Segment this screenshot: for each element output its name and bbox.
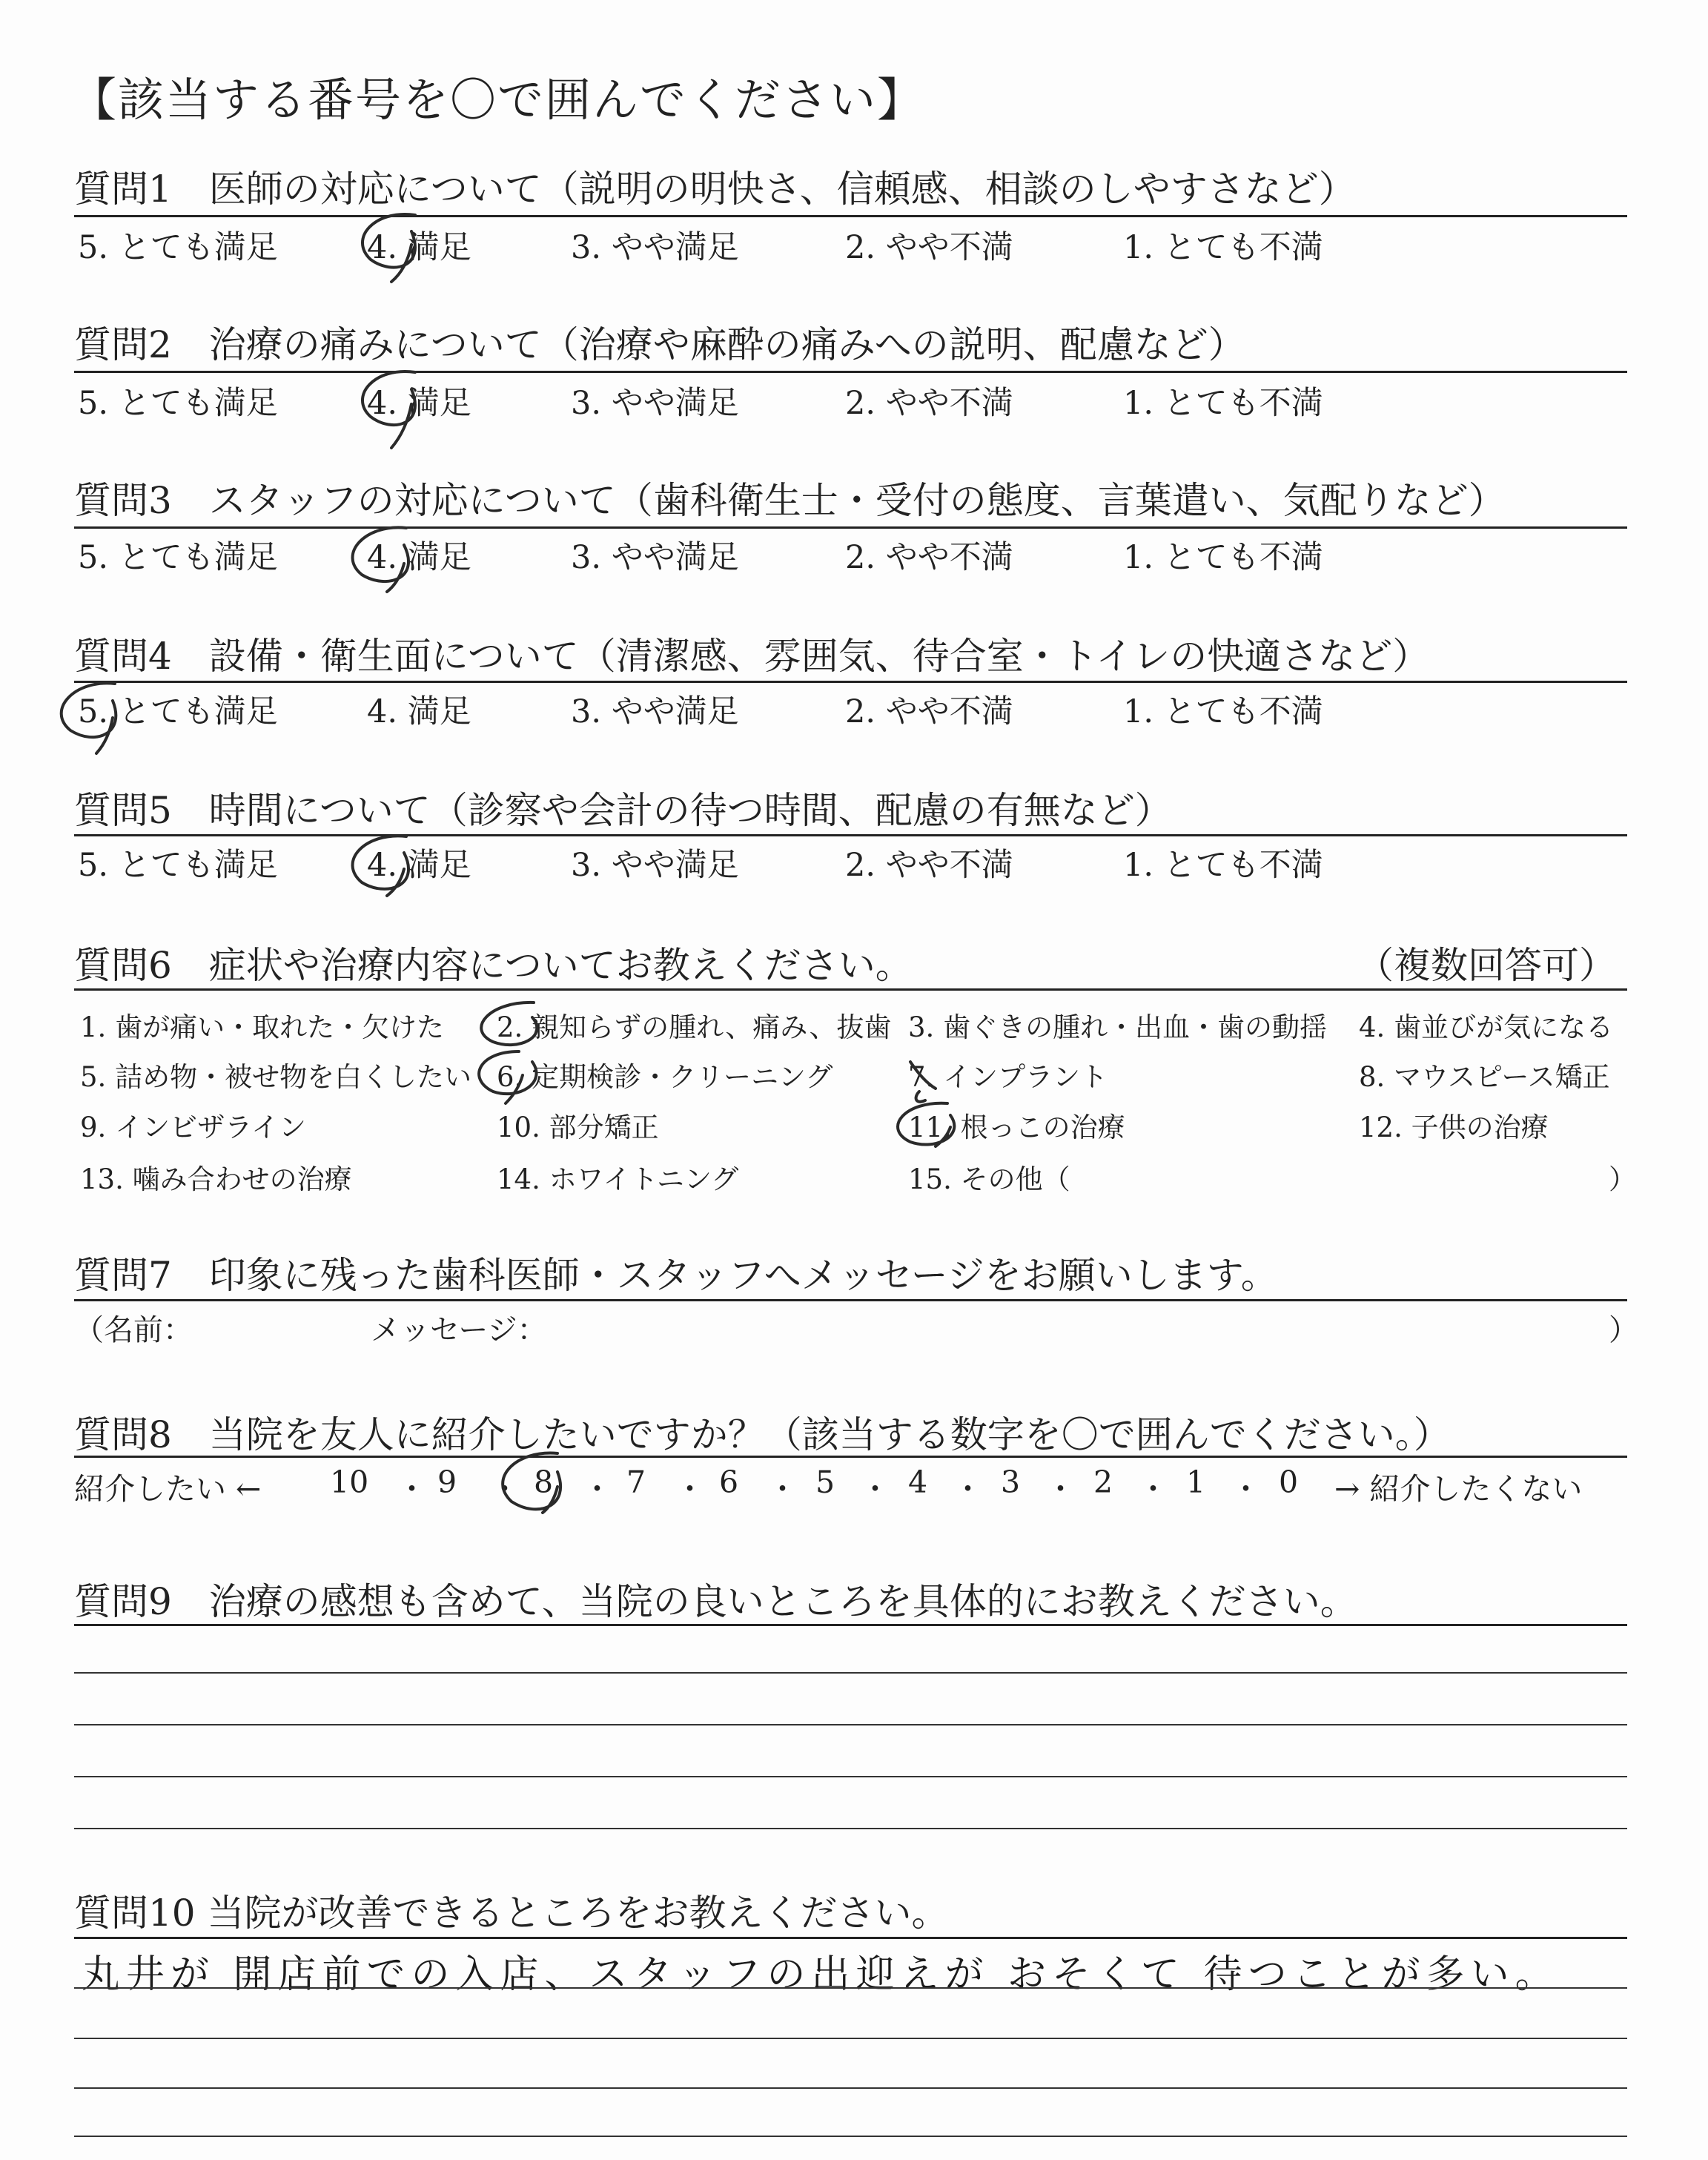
q8-number-9[interactable]: 9 (437, 1464, 457, 1500)
q6-option-14[interactable]: 14. ホワイトニング (497, 1163, 739, 1195)
q4-title: 質問4 設備・衛生面について（清潔感、雰囲気、待合室・トイレの快適さなど） (74, 635, 1430, 678)
q8-dot: ・ (953, 1471, 983, 1507)
q6-title: 質問6 症状や治療内容についてお教えください。 (74, 944, 913, 987)
q10-answer-line[interactable] (74, 2038, 1627, 2039)
q8-dot: ・ (860, 1471, 890, 1507)
q2-option-4[interactable]: 4. 満足 (367, 385, 471, 422)
q1-option-3[interactable]: 3. やや満足 (571, 229, 739, 266)
q5-option-1[interactable]: 1. とても不満 (1123, 847, 1323, 884)
q7-message-label[interactable]: メッセージ： (371, 1313, 547, 1347)
q3-option-3[interactable]: 3. やや満足 (571, 539, 739, 576)
q3-option-4[interactable]: 4. 満足 (367, 539, 471, 576)
q4-rule (74, 681, 1627, 683)
q8-number-8[interactable]: 8 (534, 1464, 554, 1500)
q2-title: 質問2 治療の痛みについて（治療や麻酔の痛みへの説明、配慮など） (74, 323, 1245, 366)
q7-rule (74, 1299, 1627, 1301)
q5-rule (74, 834, 1627, 836)
q6-option-1[interactable]: 1. 歯が痛い・取れた・欠けた (80, 1011, 445, 1043)
q1-option-1[interactable]: 1. とても不満 (1123, 229, 1323, 266)
q8-number-10[interactable]: 10 (330, 1464, 369, 1500)
q8-dot: ・ (1045, 1471, 1076, 1507)
form-header: 【該当する番号を〇で囲んでください】 (70, 73, 925, 127)
q7-name-label[interactable]: （名前： (74, 1313, 193, 1347)
q6-option-5[interactable]: 5. 詰め物・被せ物を白くしたい (80, 1061, 472, 1093)
q6-option-7[interactable]: 7. インプラント (908, 1061, 1108, 1093)
q3-option-5[interactable]: 5. とても満足 (78, 539, 278, 576)
q5-title: 質問5 時間について（診察や会計の待つ時間、配慮の有無など） (74, 789, 1172, 832)
q8-dot: ・ (582, 1471, 612, 1507)
q10-title: 質問10 当院が改善できるところをお教えください。 (74, 1892, 949, 1935)
q5-option-3[interactable]: 3. やや満足 (571, 847, 739, 884)
q8-number-1[interactable]: 1 (1186, 1464, 1206, 1500)
q6-option-4[interactable]: 4. 歯並びが気になる (1359, 1011, 1614, 1043)
q1-option-5[interactable]: 5. とても満足 (78, 229, 278, 266)
q9-answer-line[interactable] (74, 1776, 1627, 1777)
q9-answer-line[interactable] (74, 1672, 1627, 1674)
q8-dot: ・ (397, 1471, 427, 1507)
q8-dot: ・ (489, 1471, 520, 1507)
q9-rule (74, 1624, 1627, 1626)
q6-option-12[interactable]: 12. 子供の治療 (1359, 1112, 1549, 1143)
q4-option-5[interactable]: 5. とても満足 (78, 693, 278, 730)
q4-option-1[interactable]: 1. とても不満 (1123, 693, 1323, 730)
q6-option-11[interactable]: 11. 根っこの治療 (908, 1112, 1125, 1143)
q6-option-15[interactable]: 15. その他（ (908, 1163, 1070, 1195)
q2-option-2[interactable]: 2. やや不満 (845, 385, 1013, 422)
q8-rule (74, 1456, 1627, 1458)
q6-option-10[interactable]: 10. 部分矯正 (497, 1112, 659, 1143)
q3-title: 質問3 スタッフの対応について（歯科衛生士・受付の態度、言葉遣い、気配りなど） (74, 479, 1506, 522)
q6-note: （複数回答可） (1357, 944, 1616, 987)
q6-rule (74, 988, 1627, 991)
q5-option-2[interactable]: 2. やや不満 (845, 847, 1013, 884)
q10-answer-line[interactable] (74, 1987, 1627, 1989)
q7-close: ） (1609, 1313, 1638, 1347)
q5-option-5[interactable]: 5. とても満足 (78, 847, 278, 884)
q5-option-4[interactable]: 4. 満足 (367, 847, 471, 884)
q2-rule (74, 371, 1627, 373)
q6-option-6[interactable]: 6. 定期検診・クリーニング (497, 1061, 833, 1093)
q8-dot: ・ (767, 1471, 798, 1507)
q8-number-2[interactable]: 2 (1093, 1464, 1113, 1500)
q2-option-1[interactable]: 1. とても不満 (1123, 385, 1323, 422)
q9-title: 質問9 治療の感想も含めて、当院の良いところを具体的にお教えください。 (74, 1580, 1357, 1623)
q8-right-label: → 紹介したくない (1334, 1471, 1583, 1507)
q3-option-2[interactable]: 2. やや不満 (845, 539, 1013, 576)
q4-option-4[interactable]: 4. 満足 (367, 693, 471, 730)
q8-dot: ・ (675, 1471, 705, 1507)
q8-number-4[interactable]: 4 (908, 1464, 928, 1500)
q9-answer-line[interactable] (74, 1828, 1627, 1829)
q6-option-8[interactable]: 8. マウスピース矯正 (1359, 1061, 1610, 1093)
q9-answer-line[interactable] (74, 1724, 1627, 1725)
q8-left-label: 紹介したい ← (74, 1471, 262, 1507)
q10-answer-line[interactable] (74, 2087, 1627, 2089)
q2-option-5[interactable]: 5. とても満足 (78, 385, 278, 422)
q6-option-15-close: ） (1609, 1163, 1636, 1195)
q4-option-3[interactable]: 3. やや満足 (571, 693, 739, 730)
q6-option-3[interactable]: 3. 歯ぐきの腫れ・出血・歯の動揺 (908, 1011, 1328, 1043)
q6-option-9[interactable]: 9. インビザライン (80, 1112, 306, 1143)
q8-number-0[interactable]: 0 (1279, 1464, 1299, 1500)
q8-number-5[interactable]: 5 (815, 1464, 835, 1500)
q8-dot: ・ (1231, 1471, 1261, 1507)
q1-option-2[interactable]: 2. やや不満 (845, 229, 1013, 266)
q4-option-2[interactable]: 2. やや不満 (845, 693, 1013, 730)
q10-answer-line[interactable] (74, 2136, 1627, 2137)
q8-number-7[interactable]: 7 (626, 1464, 646, 1500)
q1-title: 質問1 医師の対応について（説明の明快さ、信頼感、相談のしやすさなど） (74, 168, 1356, 211)
q6-option-2[interactable]: 2. 親知らずの腫れ、痛み、抜歯 (497, 1011, 892, 1043)
q6-option-13[interactable]: 13. 噛み合わせの治療 (80, 1163, 352, 1195)
q8-number-3[interactable]: 3 (1001, 1464, 1021, 1500)
q3-rule (74, 526, 1627, 529)
q10-rule (74, 1937, 1627, 1939)
q8-dot: ・ (1138, 1471, 1168, 1507)
q1-option-4[interactable]: 4. 満足 (367, 229, 471, 266)
q8-number-6[interactable]: 6 (719, 1464, 739, 1500)
q2-option-3[interactable]: 3. やや満足 (571, 385, 739, 422)
q10-handwritten-answer[interactable]: 丸井が 開店前での入店、スタッフの出迎えが おそくて 待つことが多い。 (82, 1952, 1560, 1997)
q1-rule (74, 215, 1627, 217)
q3-option-1[interactable]: 1. とても不満 (1123, 539, 1323, 576)
q8-title: 質問8 当院を友人に紹介したいですか？（該当する数字を〇で囲んでください。） (74, 1413, 1451, 1456)
q7-title: 質問7 印象に残った歯科医師・スタッフへメッセージをお願いします。 (74, 1254, 1278, 1297)
